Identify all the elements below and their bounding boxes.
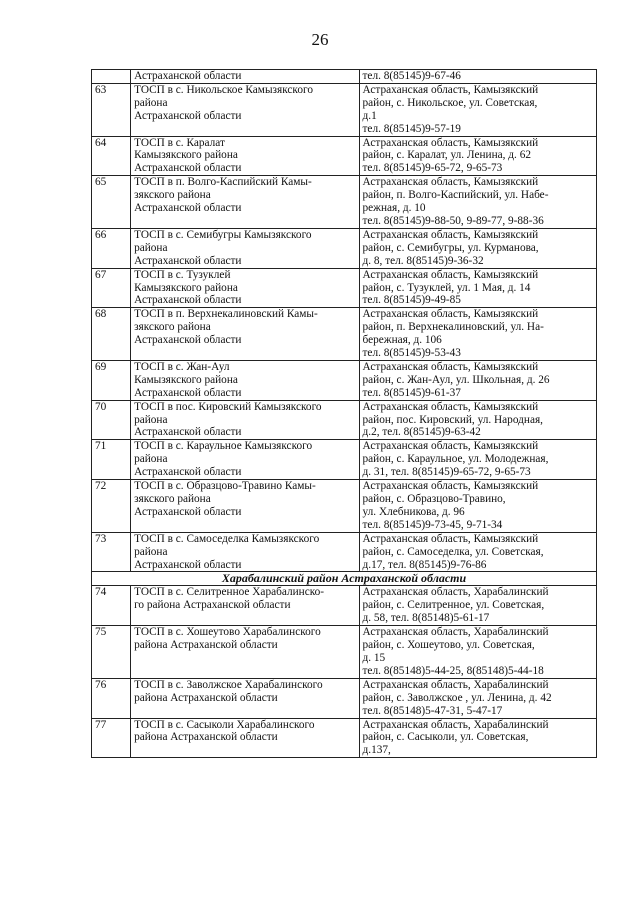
address-cell [359, 228, 597, 268]
office-name-line: Астраханской области [134, 466, 242, 479]
table-row [92, 176, 597, 229]
office-name-line: района [134, 241, 168, 254]
address-line: район, с. Каралат, ул. Ленина, д. 62 [362, 149, 531, 162]
table-row [92, 400, 597, 440]
office-name-line: ТОСП в с. Селитренное Харабалинско- [134, 586, 325, 599]
address-line: район, п. Верхнекалиновский, ул. На- [362, 321, 544, 334]
office-name-line: района [134, 453, 168, 466]
office-name-line: ТОСП в с. Караульное Камызякского [134, 440, 313, 453]
address-cell [359, 532, 597, 572]
section-header-row [92, 572, 597, 586]
row-number: 63 [92, 83, 131, 136]
office-name-cell [131, 440, 359, 480]
table-row [92, 678, 597, 718]
office-name-line: ТОСП в с. Заволжское Харабалинского [134, 678, 323, 691]
office-name-line: района [134, 413, 168, 426]
address-cell [359, 70, 597, 84]
address-line: район, с. Образцово-Травино, [362, 493, 506, 505]
office-name-cell [131, 586, 359, 626]
address-line: Астраханская область, Камызякский [362, 480, 539, 493]
office-name-cell [131, 360, 359, 400]
table-row [92, 83, 597, 136]
address-cell [359, 176, 597, 229]
office-name-line: ТОСП в пос. Кировский Камызякского [134, 400, 322, 413]
office-name-line: ТОСП в с. Сасыколи Харабалинского [134, 718, 315, 731]
address-line: район, с. Тузуклей, ул. 1 Мая, д. 14 [362, 281, 531, 294]
row-number: 65 [92, 176, 131, 229]
address-cell [359, 480, 597, 533]
address-line: д.137, [362, 744, 391, 757]
row-number: 77 [92, 718, 131, 758]
office-name-line: Астраханской области [134, 109, 242, 122]
address-line: район, с. Заволжское , ул. Ленина, д. 42 [362, 691, 552, 704]
office-name-cell [131, 83, 359, 136]
address-line: район, с. Селитренное, ул. Советская, [362, 599, 545, 612]
address-line: тел. 8(85145)9-53-43 [362, 347, 461, 360]
office-name-line: района [134, 96, 168, 109]
address-cell [359, 268, 597, 308]
row-number: 67 [92, 268, 131, 308]
office-name-line: Астраханской области [134, 294, 242, 307]
address-line: район, с. Самоседелка, ул. Советская, [362, 545, 544, 558]
address-cell [359, 360, 597, 400]
table-row [92, 308, 597, 361]
address-line: режная, д. 10 [362, 202, 426, 215]
address-line: тел. 8(85148)5-44-25, 8(85148)5-44-18 [362, 664, 544, 677]
office-name-cell [131, 678, 359, 718]
address-line: Астраханская область, Камызякский [362, 268, 539, 281]
address-line: тел. 8(85145)9-88-50, 9-89-77, 9-88-36 [362, 214, 544, 227]
address-line: тел. 8(85145)9-57-19 [362, 122, 461, 135]
office-name-line: ТОСП в п. Верхнекалиновский Камы- [134, 308, 318, 321]
address-cell [359, 586, 597, 626]
address-line: район, пос. Кировский, ул. Народная, [362, 413, 543, 426]
address-line: район, п. Волго-Каспийский, ул. Набе- [362, 189, 549, 202]
address-line: Астраханская область, Камызякский [362, 360, 539, 373]
office-name-line: Астраханской области [134, 202, 242, 215]
address-line: Астраханская область, Харабалинский [362, 678, 549, 691]
table-row [92, 268, 597, 308]
row-number: 71 [92, 440, 131, 480]
address-line: д. 31, тел. 8(85145)9-65-72, 9-65-73 [362, 466, 531, 479]
address-cell [359, 626, 597, 679]
row-number: 70 [92, 400, 131, 440]
office-name-cell [131, 308, 359, 361]
table-row [92, 136, 597, 176]
office-name-line: Камызякского района [134, 373, 238, 386]
office-name-line: Астраханской области [134, 426, 242, 439]
address-line: тел. 8(85145)9-61-37 [362, 386, 461, 399]
address-line: тел. 8(85145)9-67-46 [362, 70, 461, 82]
section-title: Харабалинский район Астраханской области [92, 572, 597, 586]
address-line: д.17, тел. 8(85145)9-76-86 [362, 558, 487, 571]
office-name-line: ТОСП в п. Волго-Каспийский Камы- [134, 176, 312, 189]
table-row [92, 480, 597, 533]
address-line: Астраханская область, Камызякский [362, 440, 539, 453]
address-line: бережная, д. 106 [362, 334, 442, 347]
office-name-line: Астраханской области [134, 558, 242, 571]
table-row [92, 586, 597, 626]
office-name-line: зякского района [134, 189, 211, 202]
address-cell [359, 678, 597, 718]
office-name-line: ТОСП в с. Семибугры Камызякского [134, 228, 312, 241]
table-row [92, 360, 597, 400]
table-row [92, 440, 597, 480]
office-name-line: района Астраханской области [134, 691, 278, 704]
office-name-cell [131, 626, 359, 679]
address-line: Астраханская область, Харабалинский [362, 626, 549, 639]
office-name-line: Астраханской области [134, 254, 242, 267]
address-line: район, с. Хошеутово, ул. Советская, [362, 639, 535, 652]
row-number: 64 [92, 136, 131, 176]
address-cell [359, 440, 597, 480]
address-line: д. 15 [362, 651, 386, 664]
address-line: тел. 8(85148)5-47-31, 5-47-17 [362, 704, 503, 717]
address-line: ул. Хлебникова, д. 96 [362, 505, 465, 518]
address-line: район, с. Никольское, ул. Советская, [362, 96, 538, 109]
office-name-line: ТОСП в с. Никольское Камызякского [134, 83, 313, 96]
address-line: Астраханская область, Камызякский [362, 176, 539, 189]
address-line: Астраханская область, Харабалинский [362, 718, 549, 731]
table-row [92, 70, 597, 84]
office-name-line: Астраханской области [134, 162, 242, 175]
office-name-line: зякского района [134, 493, 211, 505]
address-line: д.1 [362, 109, 377, 122]
address-cell [359, 308, 597, 361]
address-cell [359, 718, 597, 758]
office-name-line: ТОСП в с. Самоседелка Камызякского [134, 532, 320, 545]
office-name-line: ТОСП в с. Жан-Аул [134, 360, 230, 373]
row-number: 66 [92, 228, 131, 268]
address-line: тел. 8(85145)9-49-85 [362, 294, 461, 307]
office-name-line: Астраханской области [134, 70, 242, 82]
office-name-cell [131, 718, 359, 758]
office-name-line: ТОСП в с. Каралат [134, 136, 225, 149]
office-name-cell [131, 268, 359, 308]
office-name-line: ТОСП в с. Образцово-Травино Камы- [134, 480, 316, 493]
office-name-cell [131, 228, 359, 268]
office-name-cell [131, 176, 359, 229]
row-number: 69 [92, 360, 131, 400]
office-name-cell [131, 70, 359, 84]
office-name-line: зякского района [134, 321, 211, 334]
address-line: Астраханская область, Харабалинский [362, 586, 549, 599]
office-name-line: района Астраханской области [134, 731, 278, 744]
row-number: 74 [92, 586, 131, 626]
table-row [92, 626, 597, 679]
address-line: район, с. Караульное, ул. Молодежная, [362, 453, 549, 466]
address-line: тел. 8(85145)9-73-45, 9-71-34 [362, 518, 503, 531]
address-line: район, с. Сасыколи, ул. Советская, [362, 731, 529, 744]
row-number [92, 70, 131, 84]
office-name-line: Астраханской области [134, 505, 242, 518]
address-line: Астраханская область, Камызякский [362, 400, 539, 413]
address-line: д. 8, тел. 8(85145)9-36-32 [362, 254, 484, 267]
office-name-line: ТОСП в с. Хошеутово Харабалинского [134, 626, 321, 639]
address-line: Астраханская область, Камызякский [362, 532, 539, 545]
office-name-line: Камызякского района [134, 149, 238, 162]
row-number: 72 [92, 480, 131, 533]
address-line: Астраханская область, Камызякский [362, 308, 539, 321]
row-number: 73 [92, 532, 131, 572]
office-name-line: ТОСП в с. Тузуклей [134, 268, 231, 281]
address-cell [359, 400, 597, 440]
page-number: 26 [311, 30, 329, 49]
row-number: 76 [92, 678, 131, 718]
office-name-line: района [134, 545, 168, 558]
address-line: район, с. Жан-Аул, ул. Школьная, д. 26 [362, 373, 550, 386]
office-name-line: Астраханской области [134, 334, 242, 347]
table-row [92, 228, 597, 268]
office-name-cell [131, 400, 359, 440]
office-name-cell [131, 480, 359, 533]
office-name-line: Камызякского района [134, 281, 238, 294]
registry-table-body [92, 70, 597, 758]
address-line: Астраханская область, Камызякский [362, 228, 539, 241]
row-number: 68 [92, 308, 131, 361]
address-cell [359, 83, 597, 136]
address-line: Астраханская область, Камызякский [362, 83, 539, 96]
address-line: д. 58, тел. 8(85148)5-61-17 [362, 612, 490, 625]
office-name-line: района Астраханской области [134, 639, 278, 652]
address-line: д.2, тел. 8(85145)9-63-42 [362, 426, 481, 439]
address-line: Астраханская область, Камызякский [362, 136, 539, 149]
office-name-line: го района Астраханской области [134, 599, 291, 612]
table-row [92, 718, 597, 758]
registry-table [91, 69, 597, 758]
office-name-line: Астраханской области [134, 386, 242, 399]
office-name-cell [131, 532, 359, 572]
address-line: район, с. Семибугры, ул. Курманова, [362, 241, 539, 254]
address-line: тел. 8(85145)9-65-72, 9-65-73 [362, 162, 503, 175]
table-row [92, 532, 597, 572]
office-name-cell [131, 136, 359, 176]
address-cell [359, 136, 597, 176]
row-number: 75 [92, 626, 131, 679]
